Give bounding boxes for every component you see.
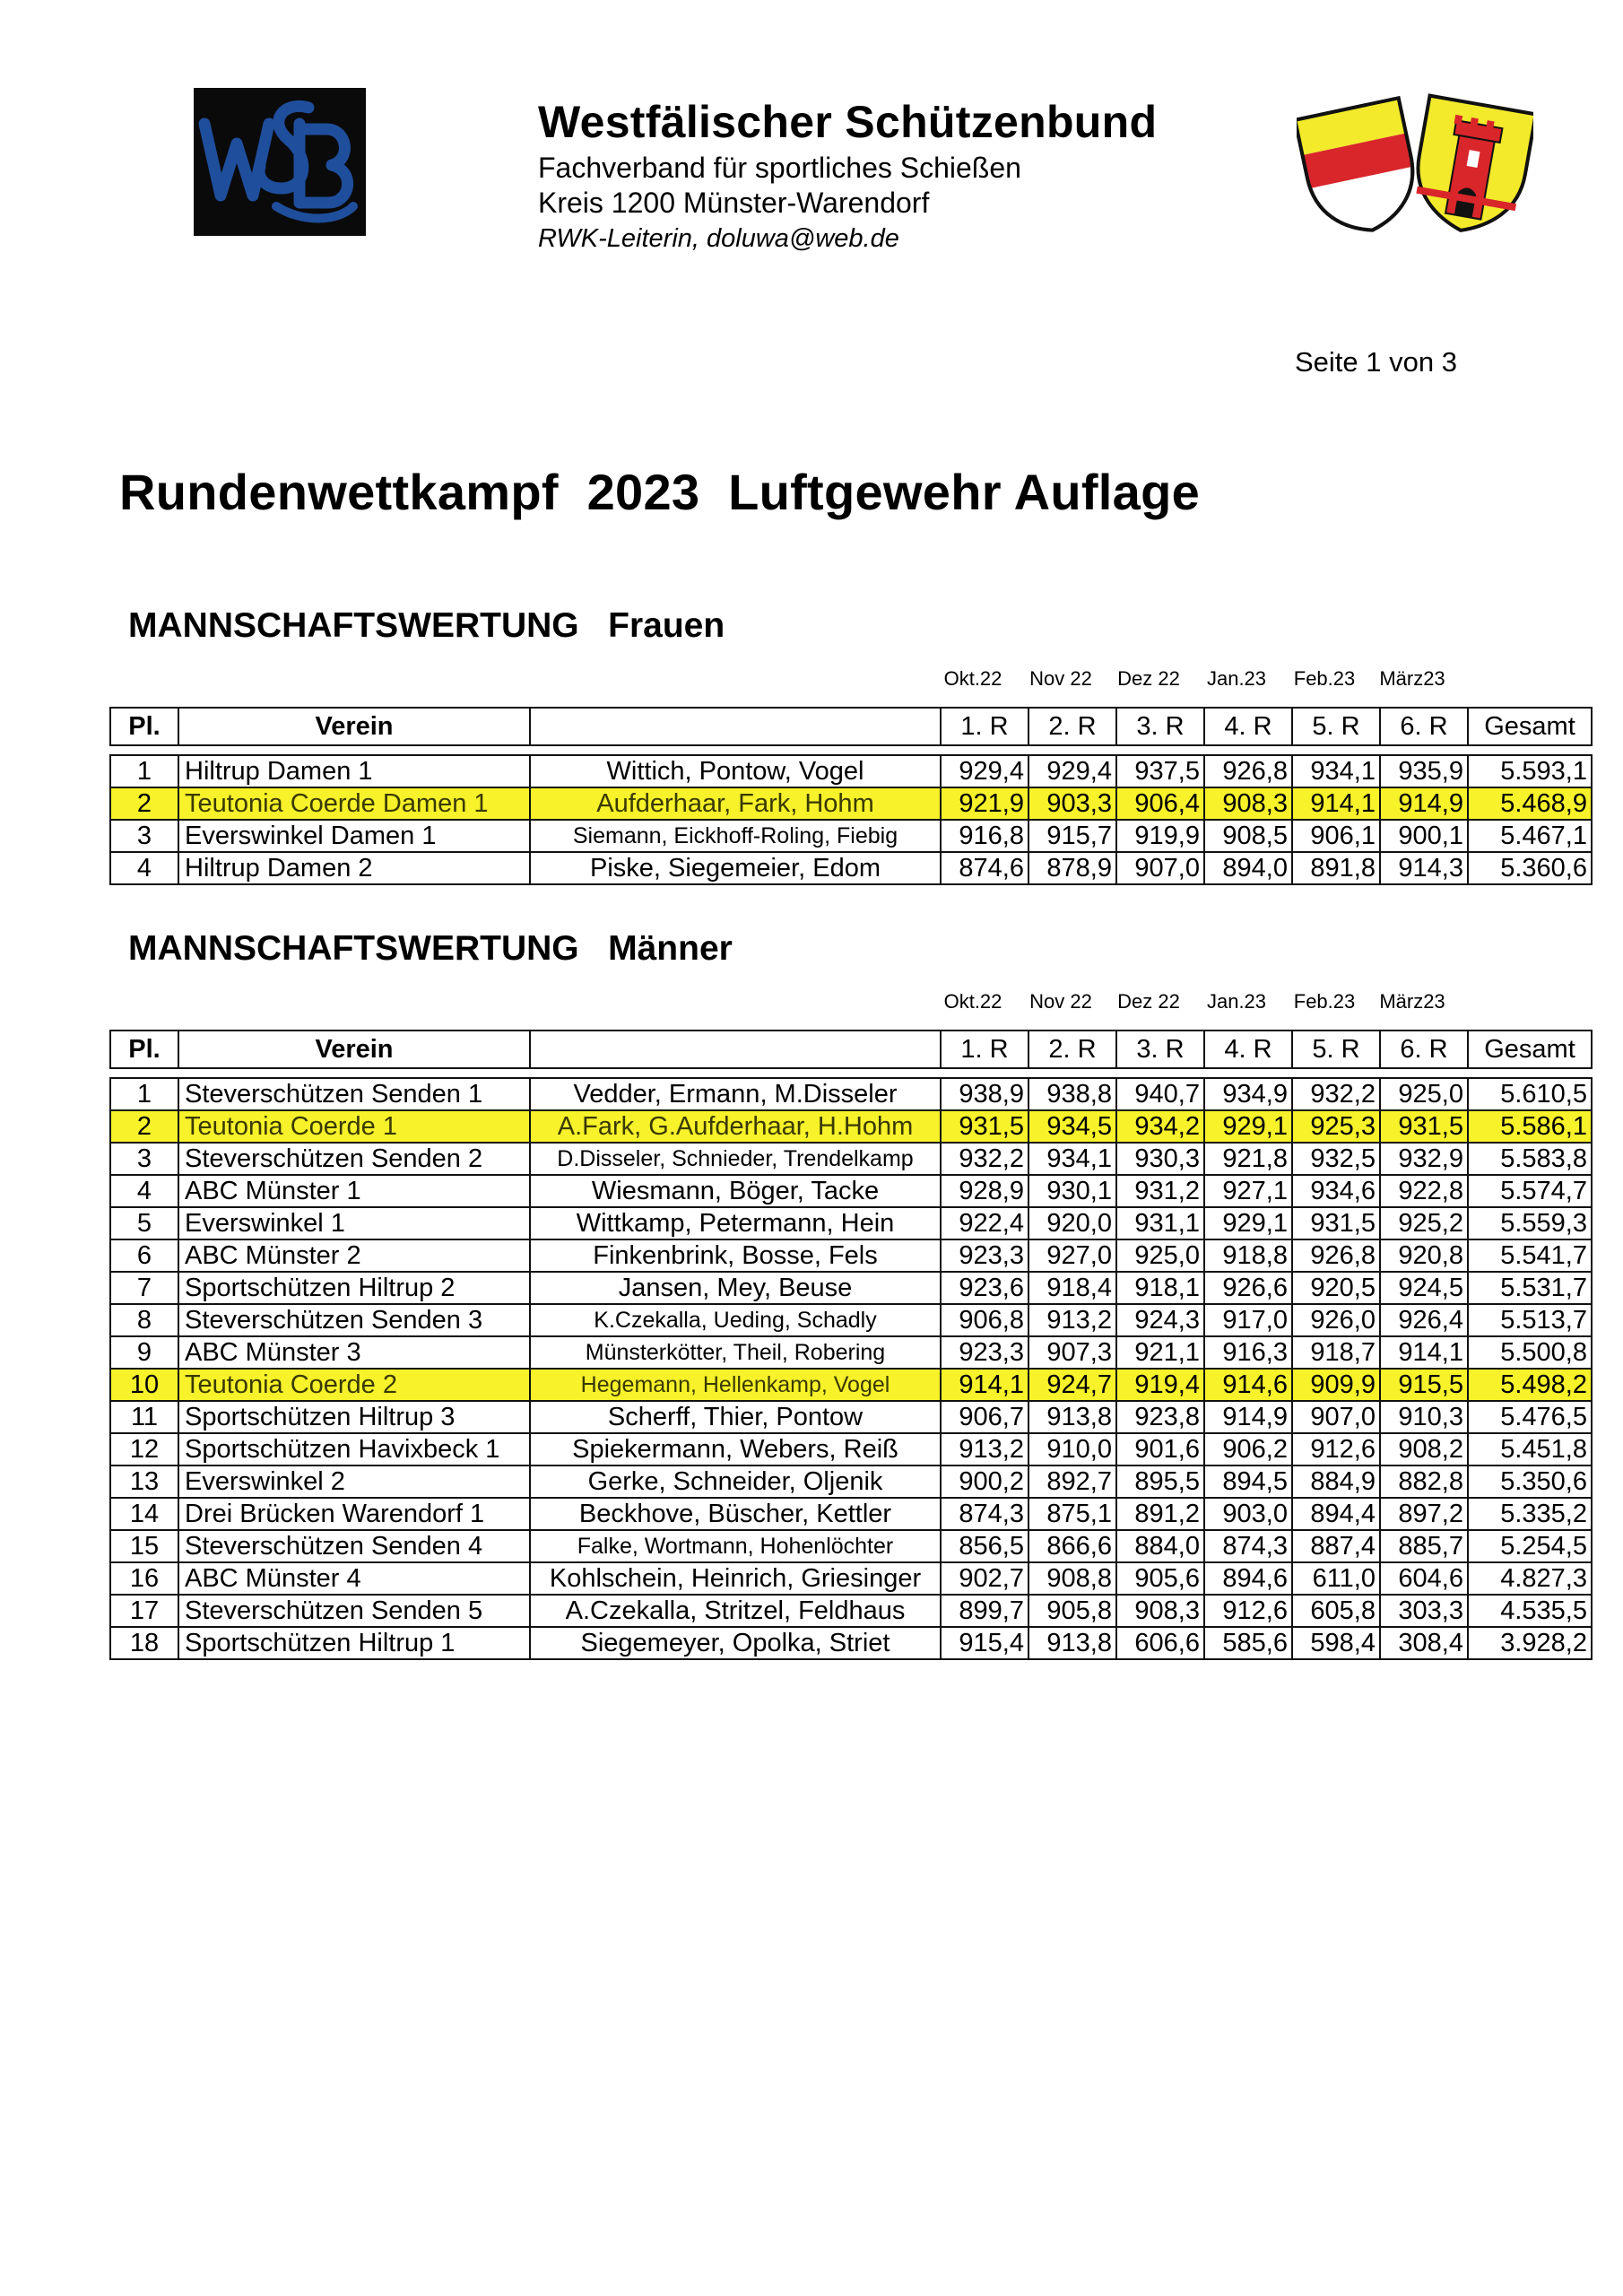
cell-round-6: 931,5: [1380, 1110, 1468, 1143]
cell-round-6: 897,2: [1380, 1498, 1468, 1530]
cell-shooters: Gerke, Schneider, Oljenik: [530, 1465, 941, 1498]
cell-round-6: 308,4: [1380, 1627, 1468, 1659]
cell-round-4: 916,3: [1204, 1336, 1292, 1369]
table-row: [110, 1530, 1592, 1562]
cell-round-3: 919,9: [1116, 820, 1204, 852]
round-dates-maenner: [0, 990, 1623, 1017]
cell-club: Sportschützen Hiltrup 1: [178, 1627, 530, 1659]
cell-round-3: 907,0: [1116, 852, 1204, 884]
cell-shooters: Beckhove, Büscher, Kettler: [530, 1498, 941, 1530]
table-row: [110, 1239, 1592, 1272]
cell-round-3: 918,1: [1116, 1272, 1204, 1304]
cell-place: 11: [110, 1401, 178, 1433]
cell-round-5: 934,6: [1292, 1175, 1380, 1207]
cell-round-2: 927,0: [1028, 1239, 1116, 1272]
cell-round-2: 915,7: [1028, 820, 1116, 852]
cell-total: 5.610,5: [1468, 1078, 1592, 1110]
cell-round-3: 905,6: [1116, 1562, 1204, 1595]
col-header-r3: 3. R: [1116, 708, 1204, 745]
cell-round-5: 906,1: [1292, 820, 1380, 852]
cell-shooters: Falke, Wortmann, Hohenlöchter: [530, 1530, 941, 1562]
cell-round-1: 874,6: [941, 852, 1028, 884]
cell-round-1: 932,2: [941, 1143, 1028, 1175]
table-row: [110, 1627, 1592, 1659]
cell-round-4: 927,1: [1204, 1175, 1292, 1207]
cell-round-1: 915,4: [941, 1627, 1028, 1659]
col-header-pl: Pl.: [110, 1031, 178, 1068]
cell-round-3: 895,5: [1116, 1465, 1204, 1498]
cell-total: 5.451,8: [1468, 1433, 1592, 1465]
cell-round-5: 932,5: [1292, 1143, 1380, 1175]
cell-total: 5.531,7: [1468, 1272, 1592, 1304]
cell-round-4: 917,0: [1204, 1304, 1292, 1336]
cell-club: ABC Münster 1: [178, 1175, 530, 1207]
cell-total: 5.500,8: [1468, 1336, 1592, 1369]
cell-round-6: 885,7: [1380, 1530, 1468, 1562]
table-row: [110, 1433, 1592, 1465]
section-title-frauen: MANNSCHAFTSWERTUNG Frauen: [128, 606, 725, 645]
cell-round-6: 914,3: [1380, 852, 1468, 884]
cell-round-4: 929,1: [1204, 1110, 1292, 1143]
cell-place: 8: [110, 1304, 178, 1336]
cell-round-5: 894,4: [1292, 1498, 1380, 1530]
cell-round-1: 902,7: [941, 1562, 1028, 1595]
cell-round-5: 932,2: [1292, 1078, 1380, 1110]
cell-total: 5.513,7: [1468, 1304, 1592, 1336]
cell-place: 1: [110, 1078, 178, 1110]
cell-round-4: 914,6: [1204, 1369, 1292, 1401]
cell-place: 13: [110, 1465, 178, 1498]
org-header: [538, 93, 1157, 257]
cell-round-2: 910,0: [1028, 1433, 1116, 1465]
table-row: [110, 1207, 1592, 1239]
cell-total: 4.535,5: [1468, 1595, 1592, 1627]
cell-round-3: 925,0: [1116, 1239, 1204, 1272]
cell-round-2: 934,1: [1028, 1143, 1116, 1175]
wsb-logo: [194, 88, 366, 236]
cell-place: 4: [110, 1175, 178, 1207]
cell-total: 5.468,9: [1468, 787, 1592, 820]
table-row: [110, 1078, 1592, 1110]
cell-total: 5.574,7: [1468, 1175, 1592, 1207]
round-date: März23: [1379, 667, 1445, 690]
cell-club: Teutonia Coerde 2: [178, 1369, 530, 1401]
cell-round-1: 922,4: [941, 1207, 1028, 1239]
cell-club: Hiltrup Damen 2: [178, 852, 530, 884]
cell-shooters: Hegemann, Hellenkamp, Vogel: [530, 1369, 941, 1401]
section-title-maenner: MANNSCHAFTSWERTUNG Männer: [128, 929, 733, 968]
cell-round-3: 924,3: [1116, 1304, 1204, 1336]
cell-club: Everswinkel Damen 1: [178, 820, 530, 852]
cell-club: Steverschützen Senden 5: [178, 1595, 530, 1627]
cell-total: 5.476,5: [1468, 1401, 1592, 1433]
cell-round-5: 934,1: [1292, 755, 1380, 787]
cell-round-2: 908,8: [1028, 1562, 1116, 1595]
cell-club: Steverschützen Senden 3: [178, 1304, 530, 1336]
round-date: Jan.23: [1206, 990, 1267, 1013]
table-row: [110, 1498, 1592, 1530]
col-header-r4: 4. R: [1204, 708, 1292, 745]
cell-place: 7: [110, 1272, 178, 1304]
cell-round-2: 934,5: [1028, 1110, 1116, 1143]
cell-round-3: 908,3: [1116, 1595, 1204, 1627]
table-row: [110, 1110, 1592, 1143]
cell-round-3: 937,5: [1116, 755, 1204, 787]
col-header-r2: 2. R: [1028, 1031, 1116, 1068]
table-row: [110, 1143, 1592, 1175]
cell-round-4: 874,3: [1204, 1530, 1292, 1562]
cell-round-2: 866,6: [1028, 1530, 1116, 1562]
cell-total: 5.559,3: [1468, 1207, 1592, 1239]
org-contact: RWK-Leiterin, doluwa@web.de: [538, 224, 899, 253]
cell-shooters: Wiesmann, Böger, Tacke: [530, 1175, 941, 1207]
cell-round-4: 926,6: [1204, 1272, 1292, 1304]
col-header-r1: 1. R: [941, 1031, 1028, 1068]
round-date: Jan.23: [1206, 667, 1267, 690]
cell-round-4: 918,8: [1204, 1239, 1292, 1272]
cell-round-5: 907,0: [1292, 1401, 1380, 1433]
results-table-frauen: [109, 707, 1593, 885]
cell-shooters: Finkenbrink, Bosse, Fels: [530, 1239, 941, 1272]
cell-round-2: 924,7: [1028, 1369, 1116, 1401]
cell-round-2: 938,8: [1028, 1078, 1116, 1110]
cell-round-2: 875,1: [1028, 1498, 1116, 1530]
col-header-r6: 6. R: [1380, 1031, 1468, 1068]
cell-shooters: K.Czekalla, Ueding, Schadly: [530, 1304, 941, 1336]
cell-round-6: 926,4: [1380, 1304, 1468, 1336]
cell-round-2: 892,7: [1028, 1465, 1116, 1498]
cell-round-1: 931,5: [941, 1110, 1028, 1143]
cell-round-1: 856,5: [941, 1530, 1028, 1562]
cell-place: 1: [110, 755, 178, 787]
cell-total: 5.583,8: [1468, 1143, 1592, 1175]
cell-round-2: 918,4: [1028, 1272, 1116, 1304]
cell-round-5: 887,4: [1292, 1530, 1380, 1562]
cell-round-6: 925,0: [1380, 1078, 1468, 1110]
table-row: [110, 1272, 1592, 1304]
cell-round-6: 920,8: [1380, 1239, 1468, 1272]
cell-shooters: Piske, Siegemeier, Edom: [530, 852, 941, 884]
table-row: [110, 1304, 1592, 1336]
cell-shooters: Aufderhaar, Fark, Hohm: [530, 787, 941, 820]
cell-club: Teutonia Coerde 1: [178, 1110, 530, 1143]
col-header-r1: 1. R: [941, 708, 1028, 745]
page-indicator: Seite 1 von 3: [1295, 346, 1457, 378]
coat-of-arms-icon: [1297, 88, 1533, 240]
cell-shooters: A.Czekalla, Stritzel, Feldhaus: [530, 1595, 941, 1627]
cell-shooters: Wittich, Pontow, Vogel: [530, 755, 941, 787]
cell-round-3: 606,6: [1116, 1627, 1204, 1659]
col-header-gesamt: Gesamt: [1468, 1031, 1592, 1068]
col-header-verein: Verein: [178, 708, 530, 745]
cell-shooters: Spiekermann, Webers, Reiß: [530, 1433, 941, 1465]
cell-shooters: D.Disseler, Schnieder, Trendelkamp: [530, 1143, 941, 1175]
cell-round-4: 912,6: [1204, 1595, 1292, 1627]
cell-round-4: 914,9: [1204, 1401, 1292, 1433]
cell-round-4: 921,8: [1204, 1143, 1292, 1175]
cell-place: 9: [110, 1336, 178, 1369]
cell-round-4: 906,2: [1204, 1433, 1292, 1465]
cell-round-6: 882,8: [1380, 1465, 1468, 1498]
col-header-r4: 4. R: [1204, 1031, 1292, 1068]
cell-round-4: 585,6: [1204, 1627, 1292, 1659]
cell-round-1: 874,3: [941, 1498, 1028, 1530]
cell-round-5: 605,8: [1292, 1595, 1380, 1627]
cell-place: 16: [110, 1562, 178, 1595]
cell-round-3: 931,2: [1116, 1175, 1204, 1207]
table-row: [110, 1369, 1592, 1401]
cell-total: 5.254,5: [1468, 1530, 1592, 1562]
table-row: [110, 787, 1592, 820]
cell-round-1: 916,8: [941, 820, 1028, 852]
table-row: [110, 755, 1592, 787]
cell-shooters: Jansen, Mey, Beuse: [530, 1272, 941, 1304]
org-district: Kreis 1200 Münster-Warendorf: [538, 187, 930, 219]
cell-round-4: 934,9: [1204, 1078, 1292, 1110]
cell-round-2: 907,3: [1028, 1336, 1116, 1369]
col-header-r6: 6. R: [1380, 708, 1468, 745]
header-spacer: [110, 745, 1592, 755]
cell-round-6: 915,5: [1380, 1369, 1468, 1401]
cell-round-5: 891,8: [1292, 852, 1380, 884]
round-date: Dez 22: [1117, 990, 1180, 1013]
header-spacer: [110, 1068, 1592, 1078]
cell-round-5: 925,3: [1292, 1110, 1380, 1143]
cell-shooters: Siegemeyer, Opolka, Striet: [530, 1627, 941, 1659]
cell-round-6: 908,2: [1380, 1433, 1468, 1465]
cell-place: 10: [110, 1369, 178, 1401]
cell-round-2: 913,8: [1028, 1401, 1116, 1433]
cell-round-3: 891,2: [1116, 1498, 1204, 1530]
cell-round-4: 903,0: [1204, 1498, 1292, 1530]
cell-round-1: 923,3: [941, 1336, 1028, 1369]
cell-total: 5.350,6: [1468, 1465, 1592, 1498]
table-row: [110, 1336, 1592, 1369]
cell-club: ABC Münster 2: [178, 1239, 530, 1272]
cell-round-5: 926,8: [1292, 1239, 1380, 1272]
table-header-row: [110, 708, 1592, 745]
cell-round-6: 910,3: [1380, 1401, 1468, 1433]
cell-place: 6: [110, 1239, 178, 1272]
cell-round-4: 908,3: [1204, 787, 1292, 820]
cell-shooters: Münsterkötter, Theil, Robering: [530, 1336, 941, 1369]
cell-place: 2: [110, 1110, 178, 1143]
cell-round-3: 901,6: [1116, 1433, 1204, 1465]
col-header-r3: 3. R: [1116, 1031, 1204, 1068]
cell-round-6: 932,9: [1380, 1143, 1468, 1175]
cell-total: 3.928,2: [1468, 1627, 1592, 1659]
table-row: [110, 820, 1592, 852]
cell-place: 12: [110, 1433, 178, 1465]
cell-place: 17: [110, 1595, 178, 1627]
table-row: [110, 852, 1592, 884]
cell-round-6: 914,1: [1380, 1336, 1468, 1369]
cell-shooters: Wittkamp, Petermann, Hein: [530, 1207, 941, 1239]
cell-place: 14: [110, 1498, 178, 1530]
col-header-gesamt: Gesamt: [1468, 708, 1592, 745]
cell-total: 5.360,6: [1468, 852, 1592, 884]
cell-round-4: 908,5: [1204, 820, 1292, 852]
cell-shooters: Kohlschein, Heinrich, Griesinger: [530, 1562, 941, 1595]
cell-club: Teutonia Coerde Damen 1: [178, 787, 530, 820]
col-header-verein: Verein: [178, 1031, 530, 1068]
cell-total: 4.827,3: [1468, 1562, 1592, 1595]
cell-round-1: 929,4: [941, 755, 1028, 787]
cell-round-3: 940,7: [1116, 1078, 1204, 1110]
cell-club: Steverschützen Senden 1: [178, 1078, 530, 1110]
cell-round-4: 894,5: [1204, 1465, 1292, 1498]
cell-round-4: 894,6: [1204, 1562, 1292, 1595]
table-row: [110, 1401, 1592, 1433]
cell-place: 15: [110, 1530, 178, 1562]
cell-round-3: 919,4: [1116, 1369, 1204, 1401]
page-title: Rundenwettkampf 2023 Luftgewehr Auflage: [119, 464, 1201, 520]
round-date: Okt.22: [943, 990, 1002, 1013]
col-header-names: [530, 708, 941, 745]
cell-round-1: 928,9: [941, 1175, 1028, 1207]
cell-round-4: 894,0: [1204, 852, 1292, 884]
round-date: Nov 22: [1029, 667, 1092, 690]
cell-round-1: 906,8: [941, 1304, 1028, 1336]
cell-round-6: 925,2: [1380, 1207, 1468, 1239]
cell-round-3: 906,4: [1116, 787, 1204, 820]
table-row: [110, 1595, 1592, 1627]
cell-round-5: 912,6: [1292, 1433, 1380, 1465]
cell-place: 5: [110, 1207, 178, 1239]
round-date: Nov 22: [1029, 990, 1092, 1013]
col-header-r2: 2. R: [1028, 708, 1116, 745]
cell-round-6: 914,9: [1380, 787, 1468, 820]
cell-round-2: 920,0: [1028, 1207, 1116, 1239]
cell-shooters: Scherff, Thier, Pontow: [530, 1401, 941, 1433]
cell-place: 18: [110, 1627, 178, 1659]
cell-place: 2: [110, 787, 178, 820]
org-name: Westfälischer Schützenbund: [538, 97, 1158, 147]
cell-club: ABC Münster 4: [178, 1562, 530, 1595]
cell-round-5: 918,7: [1292, 1336, 1380, 1369]
cell-total: 5.541,7: [1468, 1239, 1592, 1272]
cell-round-3: 930,3: [1116, 1143, 1204, 1175]
col-header-names: [530, 1031, 941, 1068]
cell-round-1: 923,6: [941, 1272, 1028, 1304]
cell-round-6: 604,6: [1380, 1562, 1468, 1595]
cell-total: 5.498,2: [1468, 1369, 1592, 1401]
cell-round-5: 914,1: [1292, 787, 1380, 820]
cell-round-1: 906,7: [941, 1401, 1028, 1433]
table-row: [110, 1562, 1592, 1595]
cell-round-2: 913,2: [1028, 1304, 1116, 1336]
cell-shooters: A.Fark, G.Aufderhaar, H.Hohm: [530, 1110, 941, 1143]
cell-round-3: 931,1: [1116, 1207, 1204, 1239]
round-date: Feb.23: [1293, 667, 1356, 690]
cell-club: Everswinkel 2: [178, 1465, 530, 1498]
org-subtitle: Fachverband für sportliches Schießen: [538, 152, 1021, 184]
cell-club: Everswinkel 1: [178, 1207, 530, 1239]
cell-round-1: 938,9: [941, 1078, 1028, 1110]
cell-round-5: 884,9: [1292, 1465, 1380, 1498]
cell-round-1: 899,7: [941, 1595, 1028, 1627]
cell-club: Steverschützen Senden 2: [178, 1143, 530, 1175]
cell-round-1: 923,3: [941, 1239, 1028, 1272]
cell-club: Sportschützen Hiltrup 3: [178, 1401, 530, 1433]
cell-shooters: Siemann, Eickhoff-Roling, Fiebig: [530, 820, 941, 852]
cell-round-3: 921,1: [1116, 1336, 1204, 1369]
cell-shooters: Vedder, Ermann, M.Disseler: [530, 1078, 941, 1110]
cell-round-3: 884,0: [1116, 1530, 1204, 1562]
cell-round-1: 921,9: [941, 787, 1028, 820]
cell-round-1: 913,2: [941, 1433, 1028, 1465]
table-row: [110, 1465, 1592, 1498]
cell-place: 3: [110, 820, 178, 852]
cell-total: 5.467,1: [1468, 820, 1592, 852]
cell-round-5: 931,5: [1292, 1207, 1380, 1239]
round-date: März23: [1379, 990, 1445, 1013]
cell-round-2: 913,8: [1028, 1627, 1116, 1659]
cell-round-5: 598,4: [1292, 1627, 1380, 1659]
cell-club: Steverschützen Senden 4: [178, 1530, 530, 1562]
cell-club: ABC Münster 3: [178, 1336, 530, 1369]
cell-round-1: 900,2: [941, 1465, 1028, 1498]
col-header-r5: 5. R: [1292, 708, 1380, 745]
cell-place: 3: [110, 1143, 178, 1175]
cell-round-3: 923,8: [1116, 1401, 1204, 1433]
cell-round-5: 611,0: [1292, 1562, 1380, 1595]
cell-round-6: 900,1: [1380, 820, 1468, 852]
cell-club: Hiltrup Damen 1: [178, 755, 530, 787]
col-header-r5: 5. R: [1292, 1031, 1380, 1068]
cell-round-6: 922,8: [1380, 1175, 1468, 1207]
cell-round-2: 878,9: [1028, 852, 1116, 884]
round-date: Dez 22: [1117, 667, 1180, 690]
cell-round-6: 303,3: [1380, 1595, 1468, 1627]
cell-round-5: 920,5: [1292, 1272, 1380, 1304]
cell-club: Sportschützen Hiltrup 2: [178, 1272, 530, 1304]
cell-place: 4: [110, 852, 178, 884]
cell-club: Drei Brücken Warendorf 1: [178, 1498, 530, 1530]
cell-round-4: 929,1: [1204, 1207, 1292, 1239]
cell-total: 5.593,1: [1468, 755, 1592, 787]
round-date: Feb.23: [1293, 990, 1356, 1013]
cell-club: Sportschützen Havixbeck 1: [178, 1433, 530, 1465]
cell-round-1: 914,1: [941, 1369, 1028, 1401]
cell-round-2: 930,1: [1028, 1175, 1116, 1207]
cell-round-3: 934,2: [1116, 1110, 1204, 1143]
cell-round-2: 905,8: [1028, 1595, 1116, 1627]
cell-round-5: 909,9: [1292, 1369, 1380, 1401]
cell-total: 5.335,2: [1468, 1498, 1592, 1530]
cell-round-2: 903,3: [1028, 787, 1116, 820]
cell-round-2: 929,4: [1028, 755, 1116, 787]
cell-round-4: 926,8: [1204, 755, 1292, 787]
table-row: [110, 1175, 1592, 1207]
cell-total: 5.586,1: [1468, 1110, 1592, 1143]
round-date: Okt.22: [943, 667, 1002, 690]
round-dates-frauen: [0, 667, 1623, 694]
results-table-maenner: [109, 1030, 1593, 1660]
table-header-row: [110, 1031, 1592, 1068]
cell-round-5: 926,0: [1292, 1304, 1380, 1336]
cell-round-6: 924,5: [1380, 1272, 1468, 1304]
cell-round-6: 935,9: [1380, 755, 1468, 787]
col-header-pl: Pl.: [110, 708, 178, 745]
